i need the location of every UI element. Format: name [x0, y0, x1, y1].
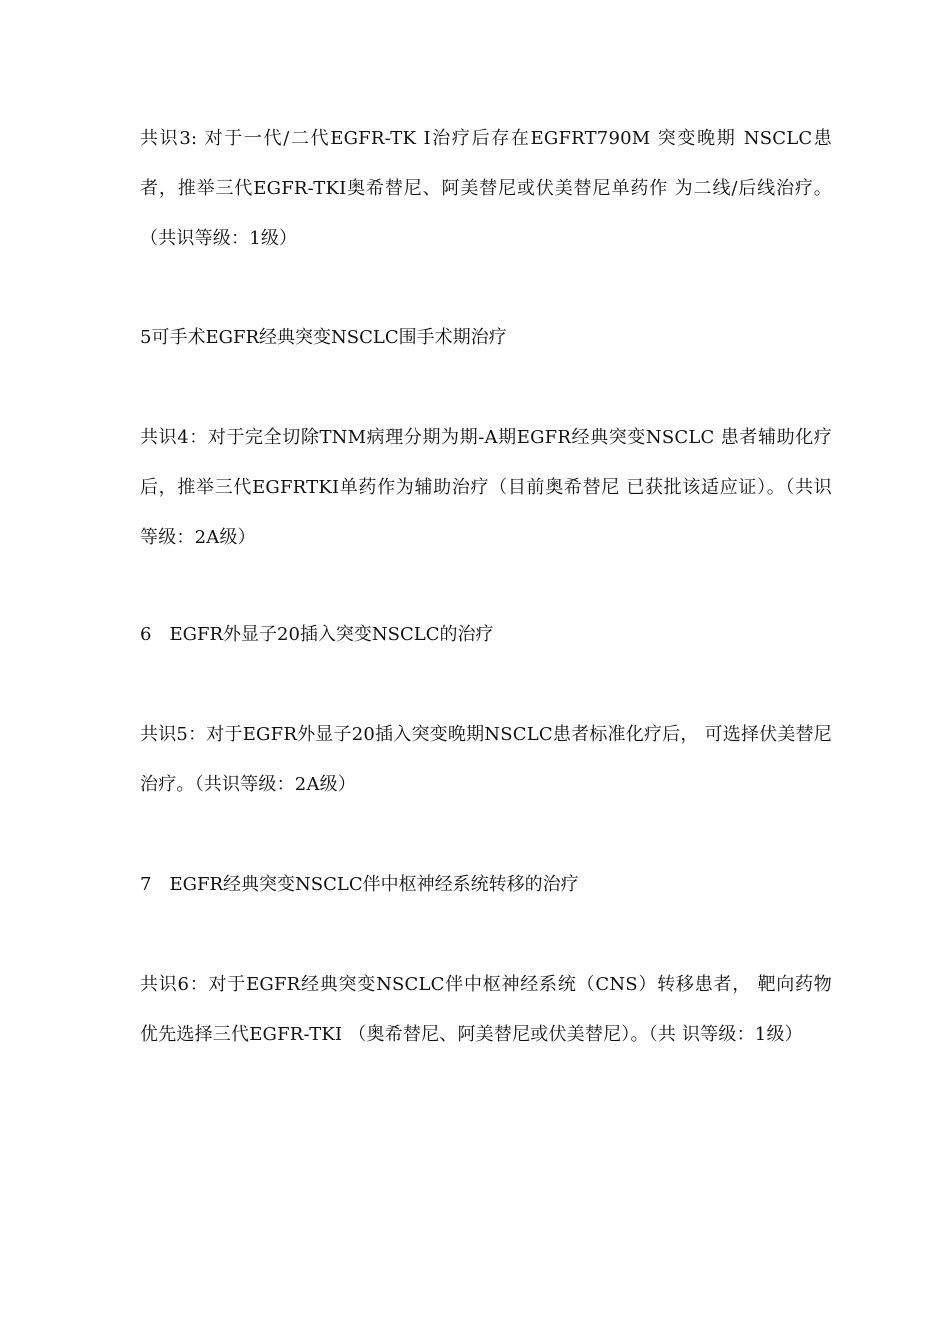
consensus-6-paragraph: 共识6：对于EGFR经典突变NSCLC伴中枢神经系统（CNS）转移患者， 靶向药物优先选择三代EGFR-TKI （奥希替尼、阿美替尼或伏美替尼）。（共 识等级：1级） — [140, 974, 832, 1045]
consensus-4-paragraph: 共识4：对于完全切除TNM病理分期为期-A期EGFR经典突变NSCLC 患者辅助化疗后，推举三代EGFRTKI单药作为辅助治疗（目前奥希替尼 已获批该适应证）。（共识等级：2A级） — [140, 427, 832, 548]
section-6-heading: 6 EGFR外显子20插入突变NSCLC的治疗 — [140, 624, 494, 645]
consensus-5-paragraph: 共识5：对于EGFR外显子20插入突变晚期NSCLC患者标准化疗后， 可选择伏美替尼治疗。（共识等级：2A级） — [140, 724, 832, 795]
consensus-3-paragraph: 共识3: 对于一代/二代EGFR-TK I治疗后存在EGFRT790M 突变晚期 NSCLC患者，推举三代EGFR-TKI奥希替尼、阿美替尼或伏美替尼单药作 为二线/后线治疗。（共识等级：1级） — [140, 128, 832, 249]
section-7-heading: 7 EGFR经典突变NSCLC伴中枢神经系统转移的治疗 — [140, 874, 579, 895]
section-5-heading: 5可手术EGFR经典突变NSCLC围手术期治疗 — [140, 327, 507, 348]
